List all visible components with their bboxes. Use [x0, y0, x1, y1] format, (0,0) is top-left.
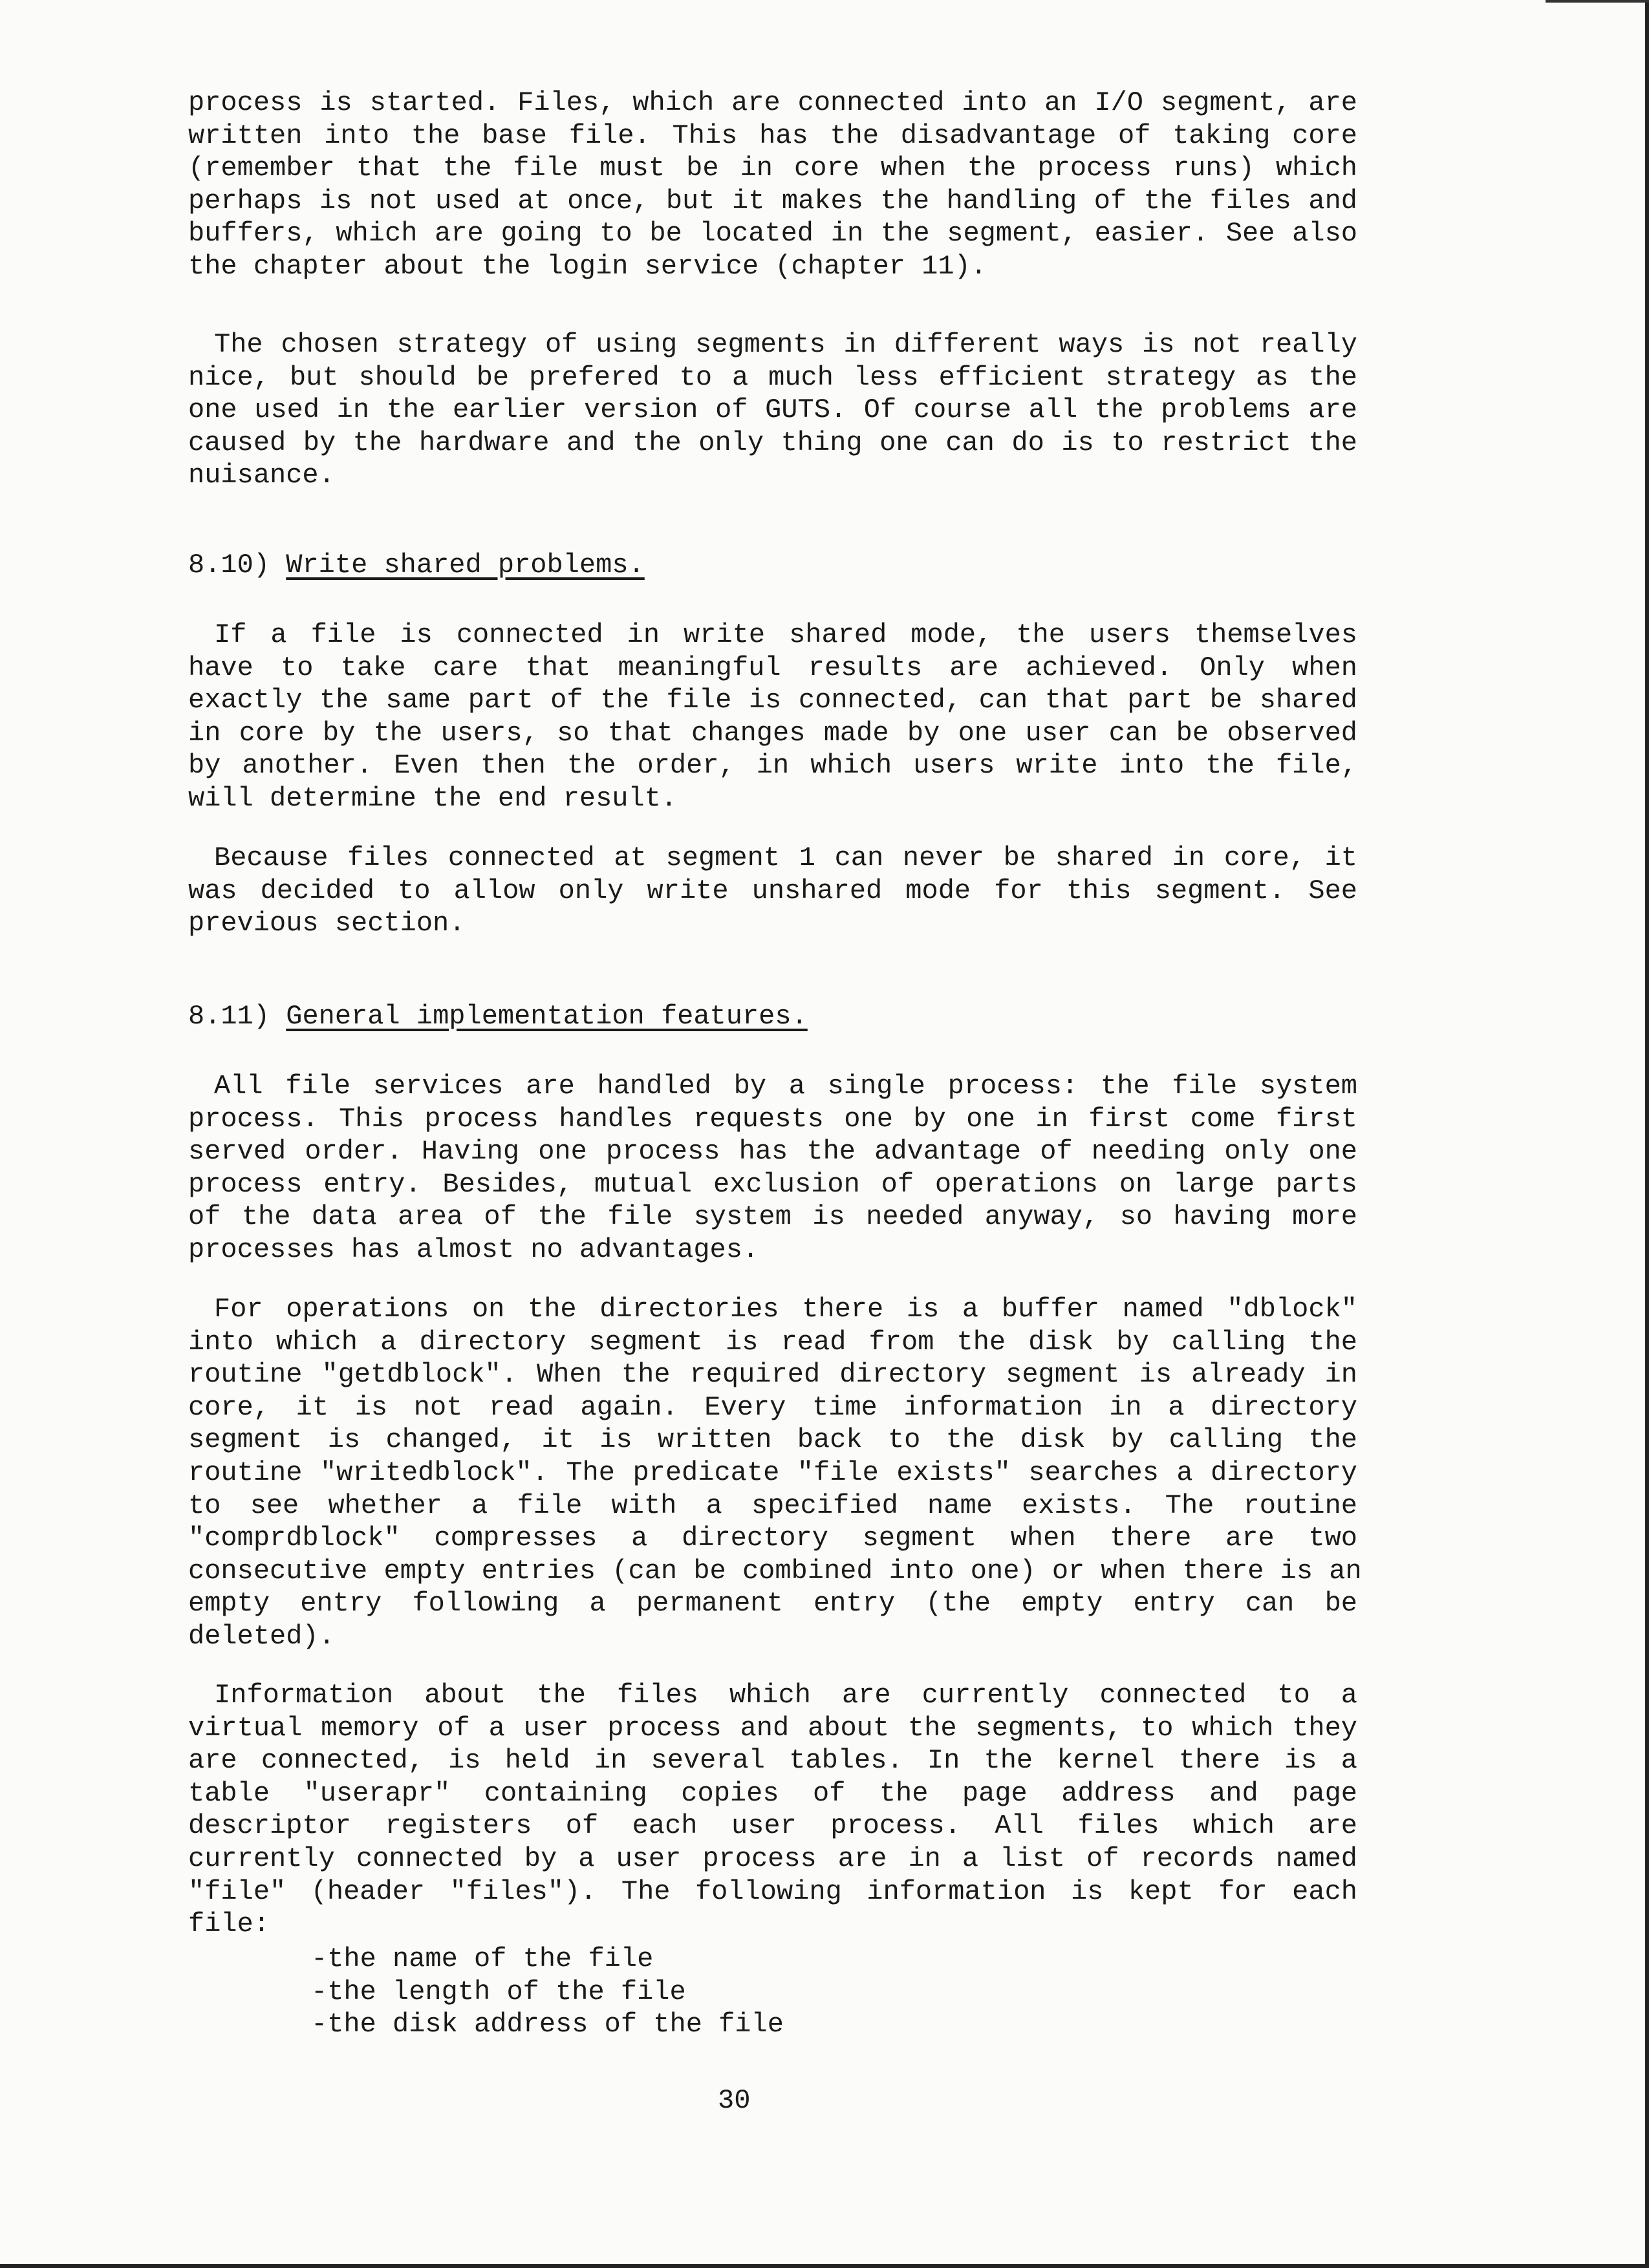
text-line: served order. Having one process has the advantage of needing only one — [188, 1136, 1357, 1168]
text-line: exactly the same part of the file is connected, can that part be shared — [188, 685, 1357, 716]
text-line: The chosen strategy of using segments in different ways is not really — [214, 329, 1357, 360]
paragraph — [188, 328, 1357, 492]
text-line: nice, but should be prefered to a much less efficient strategy as the — [188, 361, 1357, 393]
text-line: process is started. Files, which are connected into an I/O segment, are — [188, 87, 1357, 118]
text-line: If a file is connected in write shared mode, the users themselves — [214, 619, 1357, 650]
text-line: All file services are handled by a single process: the file system — [214, 1071, 1357, 1102]
list-item: -the name of the file — [311, 1943, 654, 1974]
paragraph — [188, 842, 1357, 940]
text-line: segment is changed, it is written back to the disk by calling the — [188, 1424, 1357, 1456]
paragraph — [188, 1679, 1357, 1941]
text-line: virtual memory of a user process and about the segments, to which they — [188, 1712, 1357, 1744]
paragraph — [188, 87, 1357, 283]
text-line: caused by the hardware and the only thing one can do is to restrict the — [188, 427, 1357, 458]
text-line: "file" (header "files"). The following information is kept for each — [188, 1876, 1357, 1907]
text-line: previous section. — [188, 908, 466, 939]
text-line: buffers, which are going to be located in the segment, easier. See also — [188, 218, 1357, 250]
text-line: to see whether a file with a specified name exists. The routine — [188, 1490, 1357, 1521]
text-line: file: — [188, 1909, 270, 1940]
text-line: was decided to allow only write unshared mode for this segment. See — [188, 875, 1357, 906]
text-line: Because files connected at segment 1 can never be shared in core, it — [214, 842, 1357, 873]
text-line: have to take care that meaningful results are achieved. Only when — [188, 652, 1357, 683]
text-line: routine "writedblock". The predicate "file exists" searches a directory — [188, 1457, 1357, 1488]
text-line: written into the base file. This has the disadvantage of taking core — [188, 120, 1357, 151]
text-line: perhaps is not used at once, but it makes the handling of the files and — [188, 185, 1357, 217]
file-info-list — [311, 1943, 784, 2041]
text-line: core, it is not read again. Every time information in a directory — [188, 1391, 1357, 1423]
paragraph — [188, 1293, 1362, 1653]
text-line: in core by the users, so that changes made by one user can be observed — [188, 717, 1357, 749]
text-line: process. This process handles requests one by one in first come first — [188, 1103, 1357, 1135]
text-line: For operations on the directories there is a buffer named "dblock" — [214, 1294, 1357, 1325]
paragraph — [188, 1070, 1357, 1267]
text-line: table "userapr" containing copies of the page address and page — [188, 1777, 1357, 1809]
section-heading — [188, 1000, 808, 1033]
section-number: 8.10) — [188, 550, 270, 581]
text-line: processes has almost no advantages. — [188, 1234, 759, 1265]
text-line: descriptor registers of each user process. All files which are — [188, 1810, 1357, 1842]
text-line: the chapter about the login service (chapter 11). — [188, 250, 987, 282]
text-line: "comprdblock" compresses a directory segment when there are two — [188, 1523, 1357, 1554]
section-heading — [188, 549, 645, 582]
text-line: deleted). — [188, 1620, 335, 1652]
section-number: 8.11) — [188, 1001, 270, 1032]
text-line: one used in the earlier version of GUTS. Of course all the problems are — [188, 394, 1357, 426]
section-title: General implementation features. — [286, 1001, 808, 1032]
text-line: (remember that the file must be in core when the process runs) which — [188, 153, 1357, 184]
text-line: of the data area of the file system is needed anyway, so having more — [188, 1201, 1357, 1233]
text-line: Information about the files which are currently connected to a — [214, 1680, 1357, 1711]
text-line: nuisance. — [188, 460, 335, 491]
list-item: -the length of the file — [311, 1976, 686, 2007]
paragraph — [188, 619, 1357, 815]
text-line: are connected, is held in several tables. In the kernel there is a — [188, 1745, 1357, 1777]
text-line: by another. Even then the order, in which users write into the file, — [188, 750, 1357, 782]
text-line: currently connected by a user process are in a list of records named — [188, 1843, 1357, 1874]
scan-edge-top — [1546, 0, 1649, 3]
text-line: into which a directory segment is read from the disk by calling the — [188, 1326, 1357, 1358]
section-title: Write shared problems. — [286, 550, 645, 581]
text-line: empty entry following a permanent entry (the empty entry can be — [188, 1588, 1357, 1620]
text-line: process entry. Besides, mutual exclusion of operations on large parts — [188, 1168, 1357, 1200]
text-line: routine "getdblock". When the required directory segment is already in — [188, 1359, 1357, 1391]
page-number: 30 — [718, 2085, 751, 2116]
scan-edge-bottom — [0, 2264, 1649, 2268]
text-line: consecutive empty entries (can be combined into one) or when there is an — [188, 1555, 1362, 1587]
list-item: -the disk address of the file — [311, 2009, 784, 2040]
text-line: will determine the end result. — [188, 782, 678, 814]
scan-edge-right — [1645, 0, 1649, 2268]
